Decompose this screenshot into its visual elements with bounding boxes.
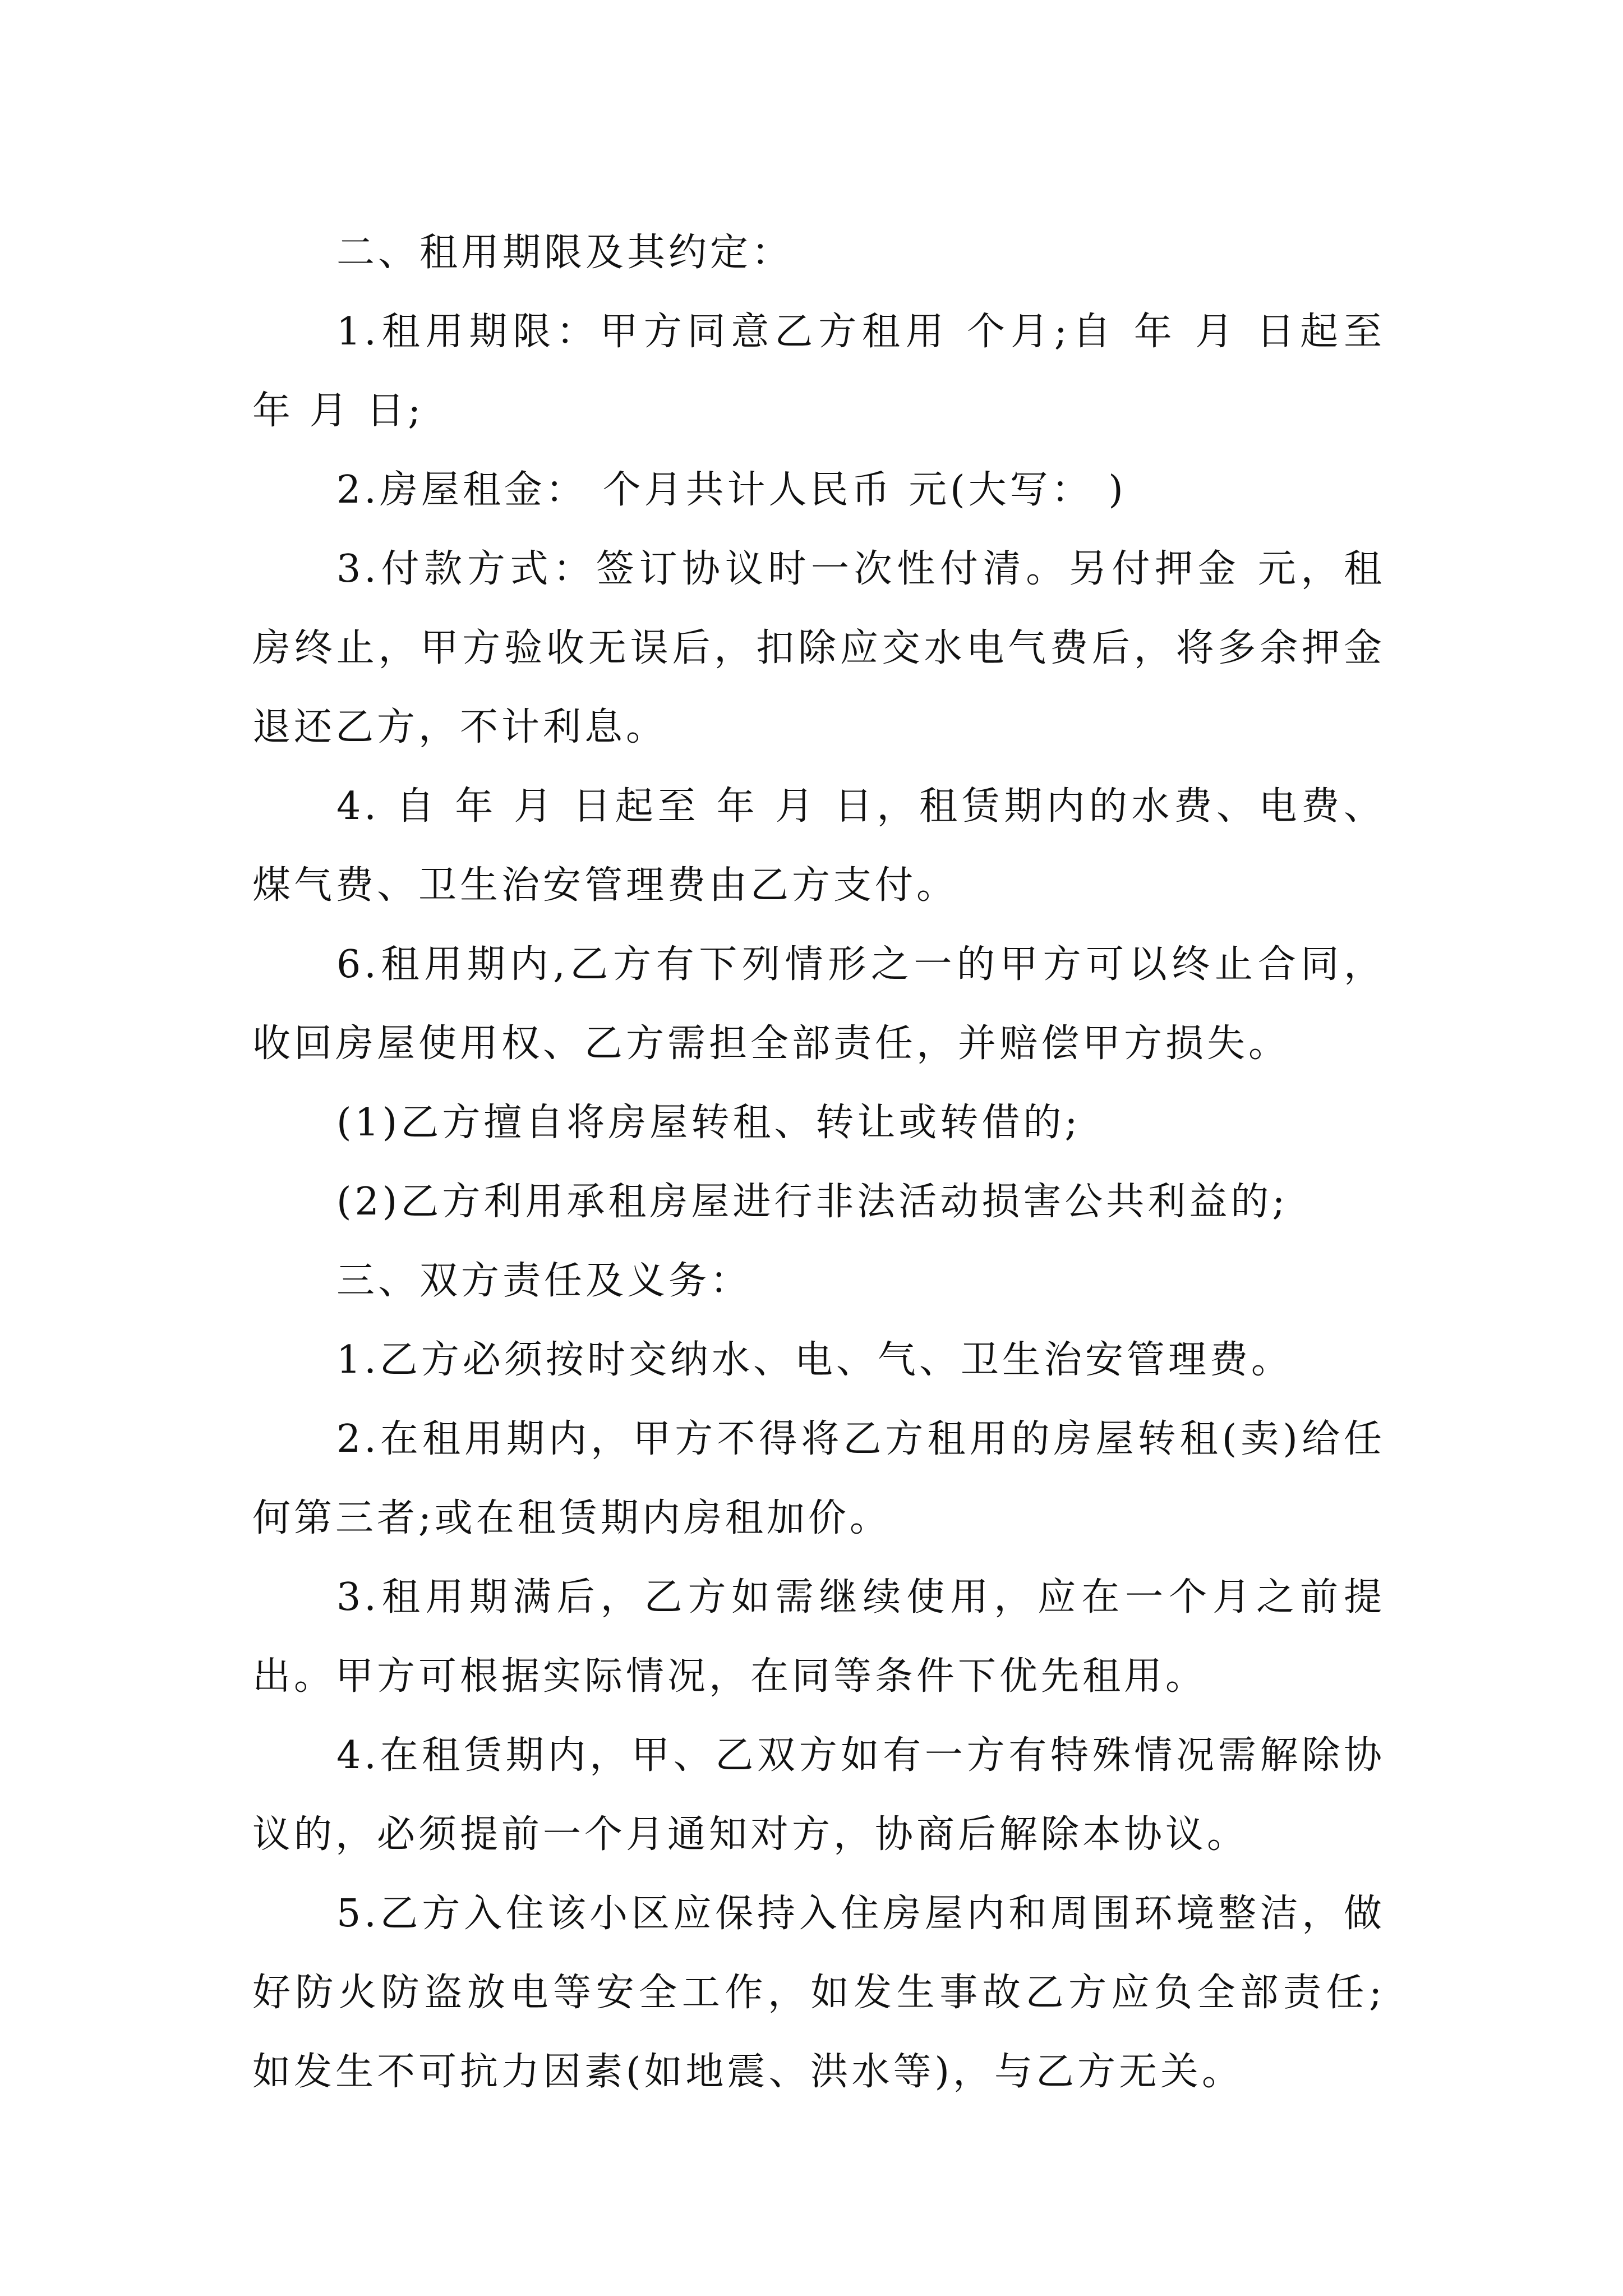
clause-termination: 6.租用期内,乙方有下列情形之一的甲方可以终止合同，收回房屋使用权、乙方需担全部责任，并赔偿甲方损失。: [252, 942, 1385, 1066]
clause-utility-fees: 4. 自 年 月 日起至 年 月 日，租赁期内的水费、电费、煤气费、卫生治安管理费由乙方支付。: [252, 784, 1385, 908]
clause-termination-item-1: (1)乙方擅自将房屋转租、转让或转借的;: [336, 1101, 1081, 1145]
clause-lease-term: 1.租用期限：甲方同意乙方租用 个月;自 年 月 日起至 年 月 日;: [252, 310, 1385, 433]
clause-responsibility-4: 4.在租赁期内，甲、乙双方如有一方有特殊情况需解除协议的，必须提前一个月通知对方，协商后解除本协议。: [252, 1733, 1385, 1857]
document-page: [252, 213, 1385, 2111]
clause-responsibility-3: 3.租用期满后，乙方如需继续使用，应在一个月之前提出。甲方可根据实际情况，在同等条件下优先租用。: [252, 1575, 1385, 1699]
clause-responsibility-5: 5.乙方入住该小区应保持入住房屋内和周围环境整洁，做好防火防盗放电等安全工作，如发生事故乙方应负全部责任;如发生不可抗力因素(如地震、洪水等)，与乙方无关。: [252, 1892, 1385, 2094]
clause-termination-item-2: (2)乙方利用承租房屋进行非法活动损害公共利益的;: [336, 1180, 1289, 1224]
clause-responsibility-2: 2.在租用期内，甲方不得将乙方租用的房屋转租(卖)给任何第三者;或在租赁期内房租加价。: [252, 1417, 1385, 1540]
clause-rent: 2.房屋租金： 个月共计人民币 元(大写： ): [336, 468, 1127, 512]
clause-responsibility-1: 1.乙方必须按时交纳水、电、气、卫生治安管理费。: [336, 1338, 1293, 1382]
section-heading-term: 二、租用期限及其约定：: [336, 231, 794, 275]
clause-payment-method: 3.付款方式：签订协议时一次性付清。另付押金 元，租房终止，甲方验收无误后，扣除应交水电气费后，将多余押金退还乙方，不计利息。: [252, 547, 1385, 749]
section-heading-responsibilities: 三、双方责任及义务：: [336, 1259, 752, 1303]
